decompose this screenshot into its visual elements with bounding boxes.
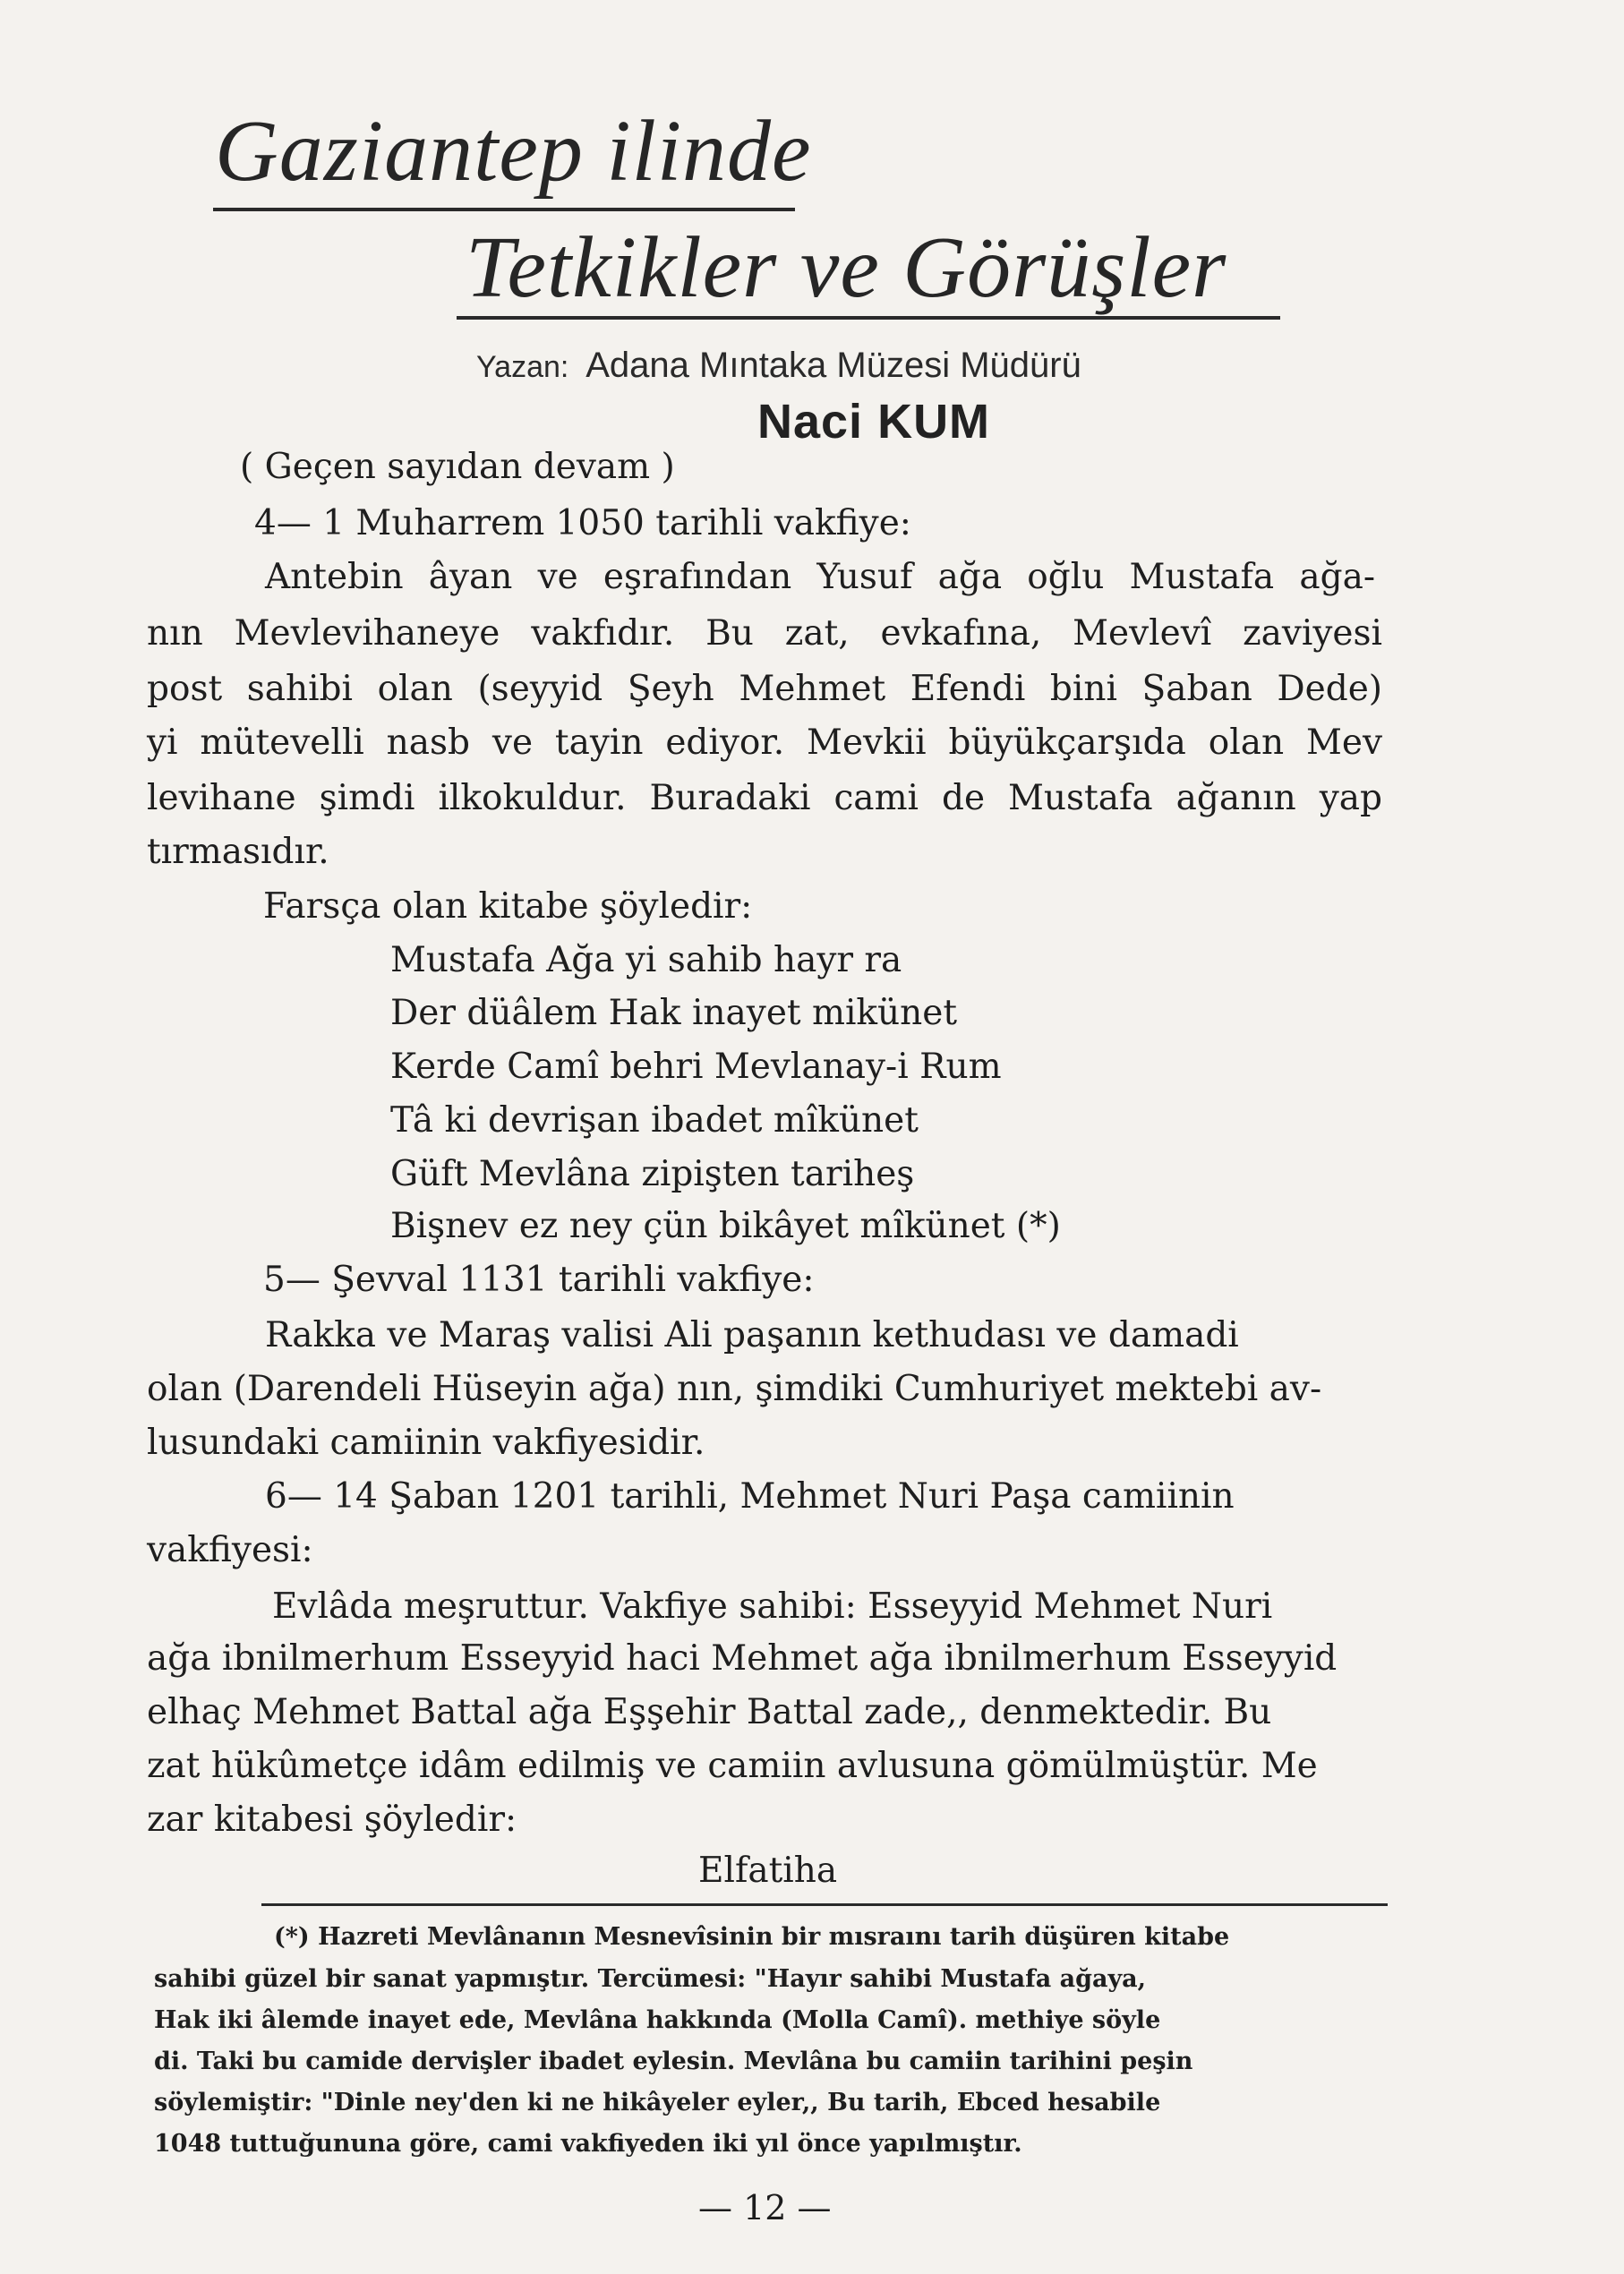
- body-line: 6— 14 Şaban 1201 tarihli, Mehmet Nuri Paşa camiinin: [265, 1476, 1235, 1517]
- verse-line: Mustafa Ağa yi sahib hayr ra: [390, 940, 902, 980]
- footnote-line: Hak iki âlemde inayet ede, Mevlâna hakkında (Molla Camî). methiye söyle: [154, 2006, 1161, 2034]
- body-line: olan (Darendeli Hüseyin ağa) nın, şimdiki Cumhuriyet mektebi av-: [147, 1369, 1322, 1409]
- page-number: — 12 —: [698, 2188, 832, 2227]
- title-underline-1: [213, 208, 795, 211]
- byline-label: Yazan:: [476, 350, 569, 384]
- body-line: Farsça olan kitabe şöyledir:: [263, 886, 753, 927]
- verse-line: Güft Mevlâna zipişten tariheş: [390, 1154, 915, 1194]
- title-line-2: Tetkikler ve Görüşler: [466, 219, 1227, 316]
- body-line: elhaç Mehmet Battal ağa Eşşehir Battal zade,, denmektedir. Bu: [147, 1692, 1272, 1732]
- footnote-line: söylemiştir: "Dinle ney'den ki ne hikâyeler eyler,, Bu tarih, Ebced hesabile: [154, 2089, 1161, 2116]
- title-underline-2: [457, 316, 1280, 320]
- author-name: Naci KUM: [757, 395, 991, 449]
- body-line: 5— Şevval 1131 tarihli vakfiye:: [263, 1260, 815, 1300]
- footnote-line: di. Taki bu camide dervişler ibadet eylesin. Mevlâna bu camiin tarihini peşin: [154, 2047, 1193, 2075]
- body-line: yi mütevelli nasb ve tayin ediyor. Mevkii büyükçarşıda olan Mev: [147, 722, 1382, 763]
- body-line: lusundaki camiinin vakfiyesidir.: [147, 1423, 705, 1463]
- title-line-1: Gaziantep ilinde: [215, 103, 812, 200]
- body-line: 4— 1 Muharrem 1050 tarihli vakfiye:: [254, 503, 911, 543]
- verse-line: Der düâlem Hak inayet mikünet: [390, 993, 958, 1033]
- body-line: Evlâda meşruttur. Vakfiye sahibi: Esseyyid Mehmet Nuri: [272, 1586, 1273, 1627]
- body-line: post sahibi olan (seyyid Şeyh Mehmet Efendi bini Şaban Dede): [147, 669, 1382, 709]
- byline-role: Adana Mıntaka Müzesi Müdürü: [585, 346, 1081, 385]
- footnote-line: (*) Hazreti Mevlânanın Mesnevîsinin bir mısraını tarih düşüren kitabe: [274, 1923, 1230, 1951]
- byline: [476, 346, 1081, 386]
- body-line: zat hükûmetçe idâm edilmiş ve camiin avlusuna gömülmüştür. Me: [147, 1746, 1318, 1786]
- body-line: Antebin âyan ve eşrafından Yusuf ağa oğlu Mustafa ağa-: [265, 557, 1375, 597]
- body-line: vakfiyesi:: [147, 1530, 313, 1570]
- verse-line: Tâ ki devrişan ibadet mîkünet: [390, 1100, 919, 1141]
- footnote-line: 1048 tuttuğununa göre, cami vakfiyeden iki yıl önce yapılmıştır.: [154, 2130, 1022, 2158]
- body-line: levihane şimdi ilkokuldur. Buradaki cami de Mustafa ağanın yap: [147, 778, 1382, 818]
- verse-line: Bişnev ez ney çün bikâyet mîkünet (*): [390, 1206, 1061, 1246]
- footnote-divider: [261, 1903, 1388, 1906]
- body-line: ağa ibnilmerhum Esseyyid haci Mehmet ağa ibnilmerhum Esseyyid: [147, 1638, 1338, 1679]
- body-line: Rakka ve Maraş valisi Ali paşanın kethudası ve damadi: [265, 1315, 1239, 1355]
- body-line: nın Mevlevihaneye vakfıdır. Bu zat, evkafına, Mevlevî zaviyesi: [147, 613, 1382, 654]
- body-line: ( Geçen sayıdan devam ): [240, 447, 675, 487]
- body-line: Elfatiha: [698, 1851, 838, 1891]
- verse-line: Kerde Camî behri Mevlanay-i Rum: [390, 1047, 1002, 1087]
- body-line: tırmasıdır.: [147, 832, 329, 872]
- footnote-line: sahibi güzel bir sanat yapmıştır. Tercümesi: "Hayır sahibi Mustafa ağaya,: [154, 1965, 1147, 1993]
- body-line: zar kitabesi şöyledir:: [147, 1800, 517, 1840]
